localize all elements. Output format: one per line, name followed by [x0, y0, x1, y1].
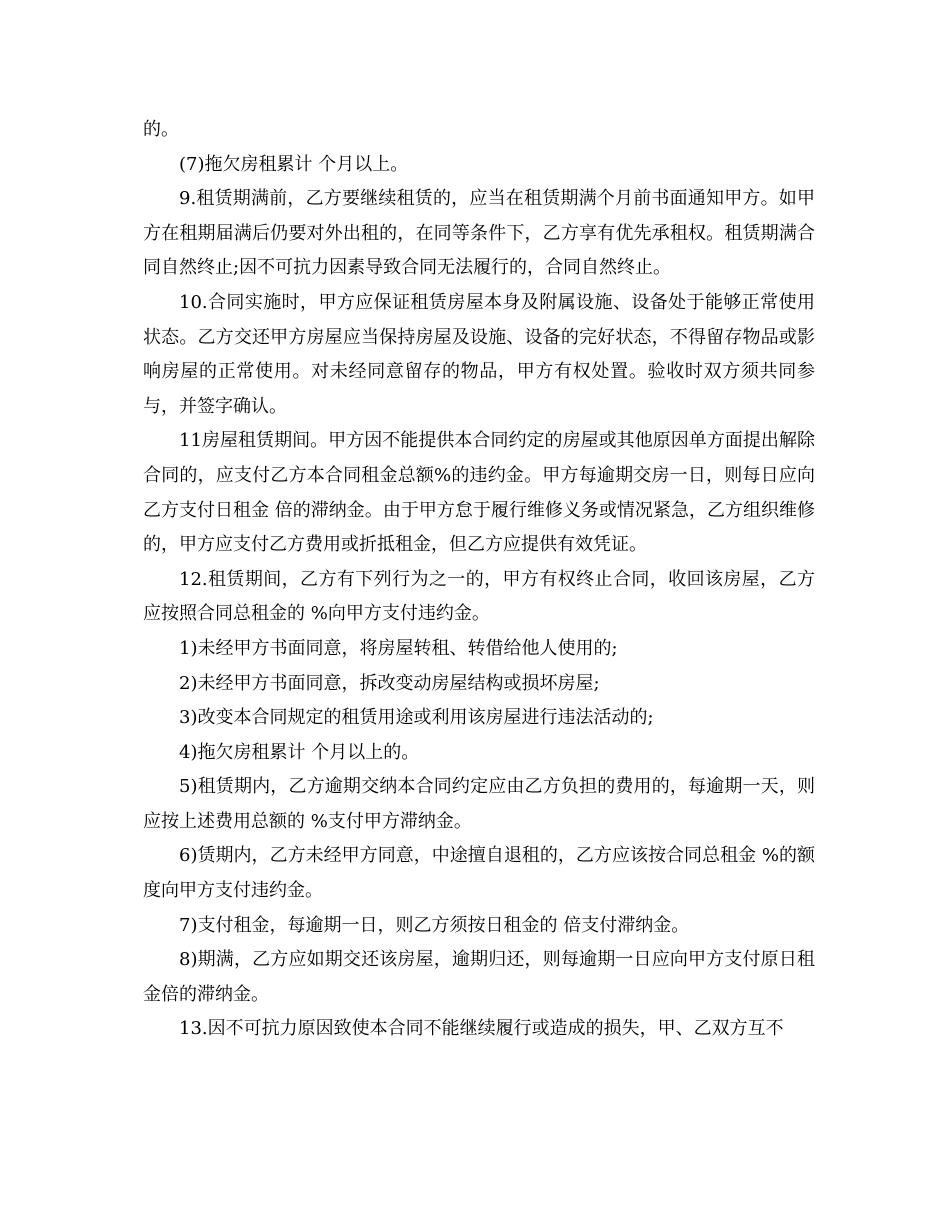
- paragraph-clause-12-3: 3)改变本合同规定的租赁用途或利用该房屋进行违法活动的;: [179, 707, 654, 729]
- paragraph-clause-9: 9.租赁期满前，乙方要继续租赁的，应当在租赁期满个月前书面通知甲方。如甲方在租期届满后仍要对外出租的，在同等条件下，乙方享有优先承租权。租赁期满合同自然终止;因不可抗力因素导致合同无法履行的，合同自然终止。: [143, 188, 815, 279]
- paragraph-clause-8-7: (7)拖欠房租累计 个月以上。: [179, 153, 409, 175]
- paragraph-clause-11: 11房屋租赁期间。甲方因不能提供本合同约定的房屋或其他原因单方面提出解除合同的，应支付乙方本合同租金总额%的违约金。甲方每逾期交房一日，则每日应向乙方支付日租金 倍的滞纳金。由于甲方怠于履行维修义务或情况紧急，乙方组织维修的，甲方应支付乙方费用或折抵租金，但乙方应提供有效凭证。: [143, 430, 815, 556]
- paragraph-clause-13: 13.因不可抗力原因致使本合同不能继续履行或造成的损失，甲、乙双方互不: [179, 1018, 784, 1040]
- paragraph-clause-12-6: 6)赁期内，乙方未经甲方同意，中途擅自退租的，乙方应该按合同总租金 %的额度向甲方支付违约金。: [143, 845, 815, 902]
- paragraph-clause-12-7: 7)支付租金，每逾期一日，则乙方须按日租金的 倍支付滞纳金。: [179, 914, 690, 936]
- paragraph-clause-12-5: 5)租赁期内，乙方逾期交纳本合同约定应由乙方负担的费用的，每逾期一天，则应按上述费用总额的 %支付甲方滞纳金。: [143, 776, 815, 832]
- paragraph-clause-12-4: 4)拖欠房租累计 个月以上的。: [179, 741, 420, 763]
- paragraph-clause-12: 12.租赁期间，乙方有下列行为之一的，甲方有权终止合同，收回该房屋，乙方应按照合同总租金的 %向甲方支付违约金。: [143, 568, 815, 625]
- paragraph-clause-12-2: 2)未经甲方书面同意，拆改变动房屋结构或损坏房屋;: [179, 672, 600, 694]
- paragraph-clause-12-1: 1)未经甲方书面同意，将房屋转租、转借给他人使用的;: [179, 637, 618, 659]
- paragraph-clause-12-8: 8)期满，乙方应如期交还该房屋，逾期归还，则每逾期一日应向甲方支付原日租金倍的滞纳金。: [143, 949, 815, 1005]
- paragraph-continuation: 的。: [143, 119, 179, 140]
- paragraph-clause-10: 10.合同实施时，甲方应保证租赁房屋本身及附属设施、设备处于能够正常使用状态。乙方交还甲方房屋应当保持房屋及设施、设备的完好状态，不得留存物品或影响房屋的正常使用。对未经同意留存的物品，甲方有权处置。验收时双方须共同参与，并签字确认。: [143, 291, 815, 417]
- document-body: [143, 113, 815, 1047]
